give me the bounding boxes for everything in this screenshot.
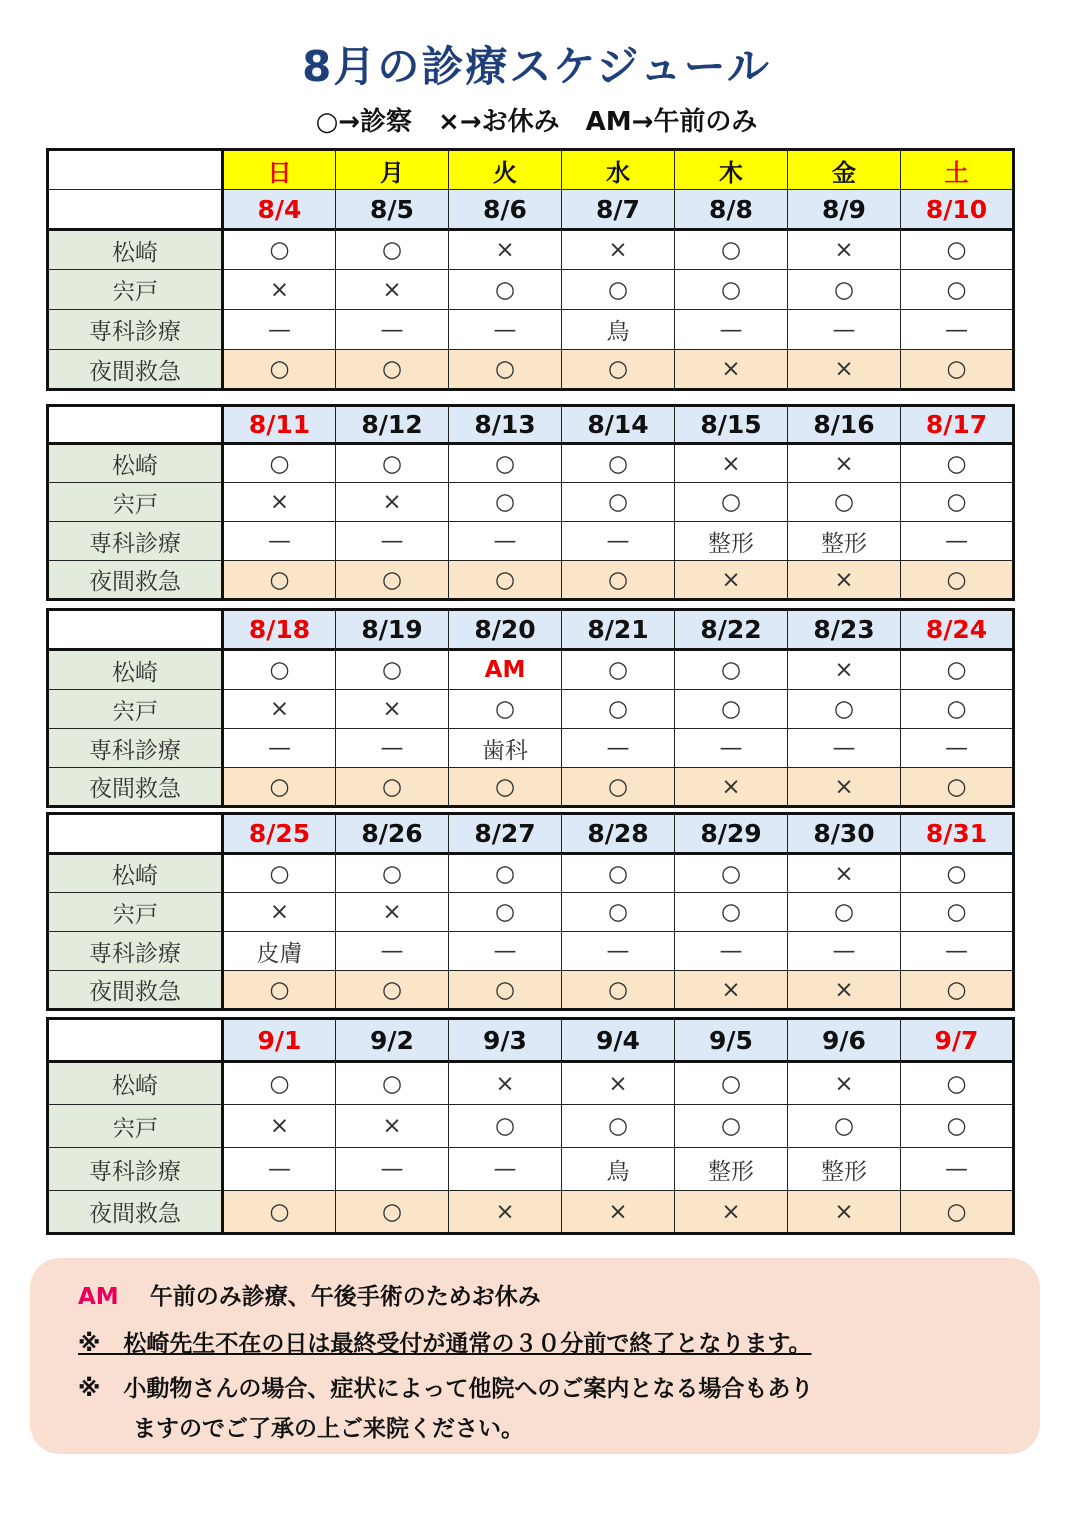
schedule-cell: — bbox=[901, 522, 1014, 561]
schedule-cell: ○ bbox=[901, 1191, 1014, 1234]
row-label: 松崎 bbox=[48, 650, 223, 690]
schedule-cell: ○ bbox=[788, 1105, 901, 1148]
schedule-cell: ○ bbox=[449, 444, 562, 483]
schedule-cell: ○ bbox=[901, 483, 1014, 522]
date-header: 8/7 bbox=[562, 190, 675, 230]
schedule-cell: × bbox=[336, 893, 449, 932]
date-header: 8/9 bbox=[788, 190, 901, 230]
schedule-cell: ○ bbox=[562, 971, 675, 1010]
schedule-cell: ○ bbox=[449, 561, 562, 600]
date-header: 8/18 bbox=[223, 610, 336, 650]
schedule-cell: — bbox=[449, 932, 562, 971]
schedule-cell: — bbox=[901, 310, 1014, 350]
schedule-cell: ○ bbox=[562, 854, 675, 893]
date-header: 9/5 bbox=[675, 1019, 788, 1062]
weekday-header: 日 bbox=[223, 150, 336, 190]
schedule-cell: × bbox=[223, 1105, 336, 1148]
schedule-cell: — bbox=[901, 729, 1014, 768]
date-header: 8/27 bbox=[449, 814, 562, 854]
schedule-cell: ○ bbox=[901, 854, 1014, 893]
schedule-cell: ○ bbox=[449, 270, 562, 310]
schedule-cell: — bbox=[223, 1148, 336, 1191]
date-header: 8/5 bbox=[336, 190, 449, 230]
date-header: 8/13 bbox=[449, 406, 562, 444]
schedule-cell: ○ bbox=[336, 768, 449, 807]
schedule-cell: ○ bbox=[336, 1062, 449, 1105]
date-header: 8/22 bbox=[675, 610, 788, 650]
week-table bbox=[46, 1017, 1015, 1235]
schedule-cell: × bbox=[788, 444, 901, 483]
schedule-cell: ○ bbox=[901, 893, 1014, 932]
schedule-cell: × bbox=[449, 1191, 562, 1234]
row-label: 夜間救急 bbox=[48, 768, 223, 807]
schedule-cell: × bbox=[788, 650, 901, 690]
schedule-cell: — bbox=[901, 932, 1014, 971]
weekday-header: 火 bbox=[449, 150, 562, 190]
date-header: 8/4 bbox=[223, 190, 336, 230]
date-header: 8/31 bbox=[901, 814, 1014, 854]
schedule-cell: ○ bbox=[901, 768, 1014, 807]
schedule-cell: × bbox=[675, 1191, 788, 1234]
date-header: 8/28 bbox=[562, 814, 675, 854]
week-table bbox=[46, 608, 1015, 808]
row-label: 夜間救急 bbox=[48, 561, 223, 600]
schedule-cell: ○ bbox=[901, 444, 1014, 483]
date-header: 8/16 bbox=[788, 406, 901, 444]
schedule-cell: 整形 bbox=[675, 1148, 788, 1191]
schedule-cell: ○ bbox=[223, 1191, 336, 1234]
date-header: 8/29 bbox=[675, 814, 788, 854]
schedule-cell: × bbox=[223, 483, 336, 522]
schedule-cell: ○ bbox=[562, 650, 675, 690]
schedule-cell: ○ bbox=[449, 350, 562, 390]
date-header: 8/20 bbox=[449, 610, 562, 650]
schedule-cell: ○ bbox=[336, 561, 449, 600]
schedule-cell: — bbox=[675, 932, 788, 971]
schedule-cell: ○ bbox=[449, 1105, 562, 1148]
schedule-cell: — bbox=[223, 310, 336, 350]
schedule-cell: ○ bbox=[223, 768, 336, 807]
schedule-cell: — bbox=[788, 932, 901, 971]
schedule-cell: ○ bbox=[675, 650, 788, 690]
schedule-cell: ○ bbox=[675, 1105, 788, 1148]
schedule-cell: — bbox=[675, 729, 788, 768]
note-absence: ※ 松崎先生不在の日は最終受付が通常の３０分前で終了となります。 bbox=[78, 1331, 812, 1357]
row-label: 専科診療 bbox=[48, 1148, 223, 1191]
schedule-cell: × bbox=[788, 350, 901, 390]
schedule-cell: ○ bbox=[223, 650, 336, 690]
weekday-header: 月 bbox=[336, 150, 449, 190]
date-header: 9/7 bbox=[901, 1019, 1014, 1062]
schedule-cell: × bbox=[788, 971, 901, 1010]
schedule-cell: ○ bbox=[336, 854, 449, 893]
schedule-cell: ○ bbox=[901, 650, 1014, 690]
schedule-cell: × bbox=[788, 768, 901, 807]
schedule-cell: ○ bbox=[901, 1062, 1014, 1105]
schedule-cell: ○ bbox=[449, 971, 562, 1010]
date-header: 8/15 bbox=[675, 406, 788, 444]
note-small-animals-2: ますのでご了承の上ご来院ください。 bbox=[133, 1416, 524, 1442]
blank-cell bbox=[48, 814, 223, 854]
schedule-cell: ○ bbox=[562, 690, 675, 729]
schedule-cell: ○ bbox=[788, 270, 901, 310]
row-label: 宍戸 bbox=[48, 893, 223, 932]
schedule-cell: ○ bbox=[788, 893, 901, 932]
blank-cell bbox=[48, 406, 223, 444]
row-label: 専科診療 bbox=[48, 522, 223, 561]
schedule-cell: — bbox=[223, 522, 336, 561]
schedule-cell: — bbox=[336, 522, 449, 561]
schedule-cell: × bbox=[336, 690, 449, 729]
date-header: 8/23 bbox=[788, 610, 901, 650]
notes-box bbox=[30, 1258, 1040, 1454]
schedule-cell: 整形 bbox=[788, 1148, 901, 1191]
date-header: 8/12 bbox=[336, 406, 449, 444]
schedule-cell: ○ bbox=[336, 230, 449, 270]
schedule-cell: × bbox=[223, 893, 336, 932]
row-label: 宍戸 bbox=[48, 1105, 223, 1148]
schedule-cell: ○ bbox=[449, 768, 562, 807]
schedule-cell: ○ bbox=[901, 561, 1014, 600]
schedule-cell: × bbox=[788, 1062, 901, 1105]
row-label: 夜間救急 bbox=[48, 1191, 223, 1234]
schedule-cell: ○ bbox=[223, 561, 336, 600]
schedule-cell: × bbox=[788, 854, 901, 893]
row-label: 松崎 bbox=[48, 1062, 223, 1105]
row-label: 宍戸 bbox=[48, 483, 223, 522]
date-header: 8/24 bbox=[901, 610, 1014, 650]
date-header: 8/8 bbox=[675, 190, 788, 230]
schedule-cell: ○ bbox=[336, 444, 449, 483]
schedule-cell: × bbox=[336, 1105, 449, 1148]
schedule-cell: × bbox=[675, 971, 788, 1010]
schedule-cell: ○ bbox=[901, 971, 1014, 1010]
schedule-cell: — bbox=[901, 1148, 1014, 1191]
schedule-cell: ○ bbox=[223, 444, 336, 483]
schedule-cell: ○ bbox=[562, 350, 675, 390]
weekday-header: 金 bbox=[788, 150, 901, 190]
schedule-cell: ○ bbox=[223, 971, 336, 1010]
schedule-cell: ○ bbox=[449, 893, 562, 932]
date-header: 8/25 bbox=[223, 814, 336, 854]
schedule-cell: 鳥 bbox=[562, 310, 675, 350]
date-header: 9/6 bbox=[788, 1019, 901, 1062]
schedule-cell: × bbox=[675, 561, 788, 600]
row-label: 夜間救急 bbox=[48, 350, 223, 390]
schedule-cell: — bbox=[562, 932, 675, 971]
schedule-cell: × bbox=[449, 1062, 562, 1105]
schedule-cell: ○ bbox=[223, 854, 336, 893]
date-header: 8/26 bbox=[336, 814, 449, 854]
week-table bbox=[46, 148, 1015, 391]
weekday-header: 水 bbox=[562, 150, 675, 190]
symbol-legend: ○→診察 ×→お休み AM→午前のみ bbox=[315, 107, 758, 137]
weekday-header: 木 bbox=[675, 150, 788, 190]
schedule-cell: ○ bbox=[336, 350, 449, 390]
date-header: 9/4 bbox=[562, 1019, 675, 1062]
week-table bbox=[46, 812, 1015, 1011]
schedule-cell: 鳥 bbox=[562, 1148, 675, 1191]
schedule-cell: × bbox=[788, 1191, 901, 1234]
schedule-cell: ○ bbox=[449, 854, 562, 893]
schedule-cell: ○ bbox=[562, 444, 675, 483]
row-label: 松崎 bbox=[48, 444, 223, 483]
schedule-cell: ○ bbox=[223, 350, 336, 390]
schedule-cell: × bbox=[675, 444, 788, 483]
schedule-cell: × bbox=[336, 270, 449, 310]
schedule-cell: ○ bbox=[336, 650, 449, 690]
schedule-cell: — bbox=[336, 729, 449, 768]
row-label: 夜間救急 bbox=[48, 971, 223, 1010]
schedule-cell: ○ bbox=[675, 230, 788, 270]
schedule-cell: ○ bbox=[788, 690, 901, 729]
page-title: 8月の診療スケジュール bbox=[302, 42, 771, 91]
blank-cell bbox=[48, 190, 223, 230]
schedule-cell: ○ bbox=[675, 1062, 788, 1105]
schedule-cell: × bbox=[675, 768, 788, 807]
schedule-cell: ○ bbox=[675, 854, 788, 893]
schedule-cell: ○ bbox=[562, 893, 675, 932]
schedule-cell: — bbox=[562, 729, 675, 768]
schedule-cell: ○ bbox=[675, 270, 788, 310]
schedule-cell: × bbox=[449, 230, 562, 270]
schedule-cell: ○ bbox=[901, 1105, 1014, 1148]
row-label: 専科診療 bbox=[48, 932, 223, 971]
schedule-cell: ○ bbox=[901, 350, 1014, 390]
date-header: 8/10 bbox=[901, 190, 1014, 230]
schedule-cell: ○ bbox=[901, 230, 1014, 270]
schedule-cell: × bbox=[562, 230, 675, 270]
schedule-cell: ○ bbox=[675, 483, 788, 522]
date-header: 8/21 bbox=[562, 610, 675, 650]
row-label: 宍戸 bbox=[48, 270, 223, 310]
schedule-cell: × bbox=[562, 1191, 675, 1234]
schedule-cell: AM bbox=[449, 650, 562, 690]
date-header: 8/19 bbox=[336, 610, 449, 650]
weekday-header: 土 bbox=[901, 150, 1014, 190]
am-text: 午前のみ診療、午後手術のためお休み bbox=[149, 1284, 541, 1310]
schedule-cell: — bbox=[788, 310, 901, 350]
row-label: 専科診療 bbox=[48, 310, 223, 350]
row-label: 宍戸 bbox=[48, 690, 223, 729]
date-header: 8/14 bbox=[562, 406, 675, 444]
schedule-cell: ○ bbox=[788, 483, 901, 522]
schedule-cell: × bbox=[788, 230, 901, 270]
schedule-cell: × bbox=[223, 270, 336, 310]
schedule-cell: × bbox=[336, 483, 449, 522]
schedule-cell: × bbox=[562, 1062, 675, 1105]
schedule-cell: 皮膚 bbox=[223, 932, 336, 971]
schedule-cell: — bbox=[336, 1148, 449, 1191]
date-header: 9/3 bbox=[449, 1019, 562, 1062]
schedule-cell: ○ bbox=[336, 1191, 449, 1234]
schedule-cell: ○ bbox=[562, 483, 675, 522]
schedule-cell: ○ bbox=[675, 690, 788, 729]
row-label: 松崎 bbox=[48, 854, 223, 893]
date-header: 8/30 bbox=[788, 814, 901, 854]
schedule-cell: ○ bbox=[336, 971, 449, 1010]
schedule-cell: 整形 bbox=[788, 522, 901, 561]
blank-cell bbox=[48, 1019, 223, 1062]
schedule-cell: ○ bbox=[562, 561, 675, 600]
date-header: 8/6 bbox=[449, 190, 562, 230]
schedule-cell: ○ bbox=[449, 483, 562, 522]
schedule-cell: × bbox=[675, 350, 788, 390]
row-label: 専科診療 bbox=[48, 729, 223, 768]
schedule-cell: — bbox=[449, 522, 562, 561]
date-header: 9/2 bbox=[336, 1019, 449, 1062]
week-table bbox=[46, 404, 1015, 601]
schedule-cell: ○ bbox=[562, 768, 675, 807]
schedule-cell: — bbox=[336, 932, 449, 971]
schedule-cell: × bbox=[788, 561, 901, 600]
date-header: 8/17 bbox=[901, 406, 1014, 444]
date-header: 8/11 bbox=[223, 406, 336, 444]
schedule-cell: 歯科 bbox=[449, 729, 562, 768]
schedule-cell: ○ bbox=[562, 1105, 675, 1148]
schedule-cell: — bbox=[675, 310, 788, 350]
schedule-cell: ○ bbox=[449, 690, 562, 729]
schedule-cell: — bbox=[788, 729, 901, 768]
schedule-cell: × bbox=[223, 690, 336, 729]
schedule-cell: ○ bbox=[901, 270, 1014, 310]
schedule-cell: — bbox=[449, 1148, 562, 1191]
date-header: 9/1 bbox=[223, 1019, 336, 1062]
am-label: AM bbox=[78, 1284, 119, 1310]
schedule-cell: — bbox=[336, 310, 449, 350]
row-label: 松崎 bbox=[48, 230, 223, 270]
note-small-animals-1: ※ 小動物さんの場合、症状によって他院へのご案内となる場合もあり bbox=[78, 1376, 814, 1402]
schedule-cell: — bbox=[223, 729, 336, 768]
blank-cell bbox=[48, 610, 223, 650]
schedule-cell: — bbox=[449, 310, 562, 350]
blank-cell bbox=[48, 150, 223, 190]
schedule-cell: 整形 bbox=[675, 522, 788, 561]
schedule-cell: — bbox=[562, 522, 675, 561]
schedule-cell: ○ bbox=[223, 1062, 336, 1105]
schedule-cell: ○ bbox=[223, 230, 336, 270]
note-am bbox=[78, 1278, 541, 1311]
schedule-cell: ○ bbox=[675, 893, 788, 932]
schedule-cell: ○ bbox=[562, 270, 675, 310]
schedule-cell: ○ bbox=[901, 690, 1014, 729]
